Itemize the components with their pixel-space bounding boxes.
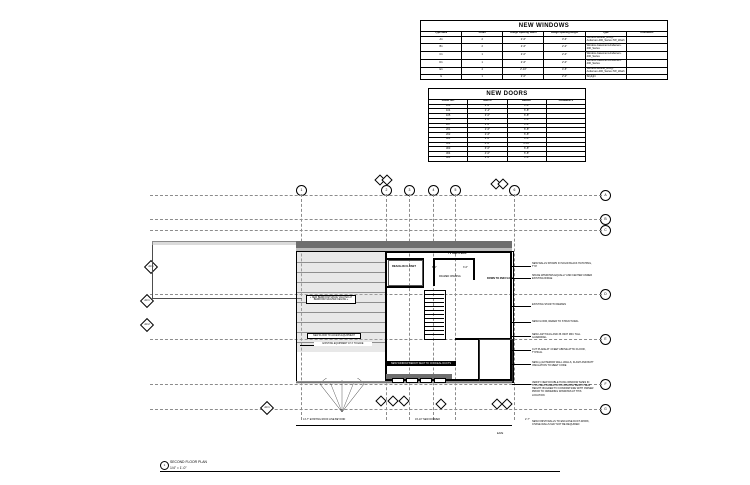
cell-height: 6'-8" [507, 128, 546, 133]
cell-width: 2'-6" [468, 128, 507, 133]
cell-comments [626, 44, 667, 52]
cell-height: 6'-8" [507, 109, 546, 114]
cell-no: 106 [429, 118, 468, 123]
cell-comments [626, 75, 667, 80]
cell-count: 1 [462, 75, 503, 80]
cell-width: 2'-6" [468, 133, 507, 138]
eave-band [296, 381, 512, 384]
dim-line-existing-roof [296, 425, 386, 426]
leader-line [512, 266, 531, 267]
cell-no: 303 [429, 147, 468, 152]
cell-width: 6'-0" [468, 147, 507, 152]
cell-mark: A1 [421, 36, 462, 44]
note-space-windows: SPACE WINDOWS EQUALLY AND CENTER UNDER EXISTING RIDGE [532, 274, 593, 281]
hatch-line [297, 282, 385, 283]
grid-bubble-1: 1 [296, 185, 307, 196]
marker-top-4 [497, 178, 508, 189]
detail-tag-bottom [260, 401, 274, 415]
existing-equipment-note: EXISTING EQUIPMENT AT 4' TO EAVE [314, 342, 372, 346]
grid-line-g [150, 409, 602, 410]
existing-roof-bottom-edge [152, 298, 302, 299]
table-row [421, 36, 668, 44]
cell-width: 2'-6" [503, 59, 544, 67]
leader-line [512, 322, 531, 323]
note-cut-plane: CUT PLANE AT 4 FEET ABOVE ATTIC FLOOR, TYPICAL [532, 348, 586, 355]
dim-6-0: 6'-0" [432, 266, 437, 269]
cell-count: 1 [462, 59, 503, 67]
cell-width: 2'-6" [468, 156, 507, 161]
table-row [421, 75, 668, 80]
cell-width: 2'-6" [468, 104, 507, 109]
detail-tag-label: A3.1 [144, 299, 150, 302]
cell-comments [626, 67, 667, 75]
cell-no: 107 [429, 123, 468, 128]
cell-type: Window-Double_Hung-Andersen-400_Series-TW_Wash [586, 67, 625, 73]
window-mark [420, 378, 432, 383]
grid-bubble-b: B [600, 214, 611, 225]
note-finish-walls: NEW FINISH WALLS TO ENCLOSE DUCT-WORK, CHASE WALLS MAY NOT BE REQUIRED [532, 420, 590, 427]
cell-count: 1 [462, 52, 503, 60]
cell-height: 4'-5" [544, 67, 585, 75]
detail-tag-label: A3.1 [264, 406, 270, 409]
detail-tag-left-3 [140, 318, 154, 332]
bedroom-vaulted-note: + NEW BEDROOM SPACE VAULTED AT BEDROOM VAULTED CEILING + [306, 295, 356, 304]
room-southeast [479, 339, 513, 382]
cell-type: Window-Double_Hung-Andersen-400_Series-TW_Wash [586, 36, 625, 43]
table-row [421, 52, 668, 60]
grid-bubble-5: 5 [450, 185, 461, 196]
cell-height: 2'-0" [544, 59, 585, 67]
dim-new-dormer-label: 19'-10" NEW DORMER [415, 418, 440, 421]
cell-comments [626, 59, 667, 67]
cell-width: 2'-10" [503, 67, 544, 75]
cell-width: 2'-0" [503, 52, 544, 60]
window-mark [406, 378, 418, 383]
cell-height: 2'-0" [544, 44, 585, 52]
framed-opening-label: FRAMED OPENING [439, 275, 461, 278]
window-mark [392, 378, 404, 383]
marker-top-2 [381, 174, 392, 185]
down-to-2nd-floor-label: DOWN TO 2ND FLOOR [487, 277, 515, 280]
hatch-line [297, 272, 385, 273]
cell-comments [626, 36, 667, 44]
note-verify-seat: VERIFY NEW DOUBLE HUNG WINDOW SIZES IN THIS FIELD BASED UPON WINDOW BENCH SEAT HEIGHT, BUILDER TO CONFIRM SIZE WITH OWNER PRIOR TO ORDERING WINDOWS AT THIS LOCATION [532, 381, 594, 397]
cell-mark: D1 [421, 59, 462, 67]
window-col-height: Rough Opening Height [544, 32, 585, 37]
cell-mark: C1 [421, 52, 462, 60]
note-existing-stair: EXISTING STAIR TO REMAIN [532, 303, 567, 306]
grid-line-a [150, 195, 602, 196]
cell-no: 104 [429, 109, 468, 114]
cell-width: 2'-6" [468, 123, 507, 128]
cell-mark: E1 [421, 67, 462, 75]
grid-line-c [150, 230, 602, 231]
cell-width: 2'-6" [503, 36, 544, 44]
leader-line [512, 306, 531, 307]
note-exterior-wall: NEW (e) EXTERIOR WALL WALLS, FLASH AND BATT INSULATION TO MEET CODE [532, 361, 594, 368]
cell-width: 2'-0" [503, 75, 544, 80]
cell-height: 6'-10" [507, 142, 546, 147]
cell-height: 6'-8" [507, 123, 546, 128]
cell-type: Window-Casement-Andersen-400_Series [585, 59, 626, 67]
grid-bubble-2: 2 [381, 185, 392, 196]
detail-tag-label: A3.1 [148, 265, 154, 268]
drawing-scale: 1/4" = 1'-0" [170, 466, 187, 470]
grid-bubble-3: 3 [404, 185, 415, 196]
cell-width: 3'-0" [468, 114, 507, 119]
grid-bubble-6: 6 [509, 185, 520, 196]
cell-no: 201 [429, 128, 468, 133]
new-floor-note: NEW FLOOR TO ACCESS EQUIPMENT [307, 333, 361, 339]
dim-3-6: 3'-6" [463, 266, 468, 269]
drawing-title: SECOND FLOOR PLAN [170, 460, 207, 464]
window-mark [434, 378, 446, 383]
cell-height: 2'-0" [544, 75, 585, 80]
grid-bubble-c: C [600, 225, 611, 236]
grid-bubble-a: A [600, 190, 611, 201]
detail-tag-left [144, 260, 158, 274]
cell-width: 4'-0" [468, 152, 507, 157]
cell-height: 6'-8" [507, 133, 546, 138]
cell-width: 2'-4" [468, 109, 507, 114]
cell-count: 4 [462, 67, 503, 75]
window-col-count: Count [462, 32, 503, 37]
leader-line [512, 350, 531, 351]
tv-xbox-label: TV AND X-BOX [448, 252, 467, 255]
grid-bubble-e: E [600, 334, 611, 345]
door-col-comments: COMMENTS [546, 100, 585, 105]
leader-line [512, 384, 531, 385]
hatch-line [297, 262, 385, 263]
cell-type: Skylight [585, 75, 626, 80]
cell-no: 302 [429, 142, 468, 147]
window-col-width: Rough Opening Width [503, 32, 544, 37]
detail-tag-label: A3.2 [144, 323, 150, 326]
grid-bubble-f: F [600, 379, 611, 390]
wall-right-interior [473, 258, 475, 280]
cell-type: Window-Casement-Andersen-400_Series [585, 44, 626, 52]
leader-line [512, 336, 531, 337]
hatch-line [297, 312, 385, 313]
cell-count: 2 [462, 44, 503, 52]
cell-comments [626, 52, 667, 60]
cell-height: 6'-8" [507, 104, 546, 109]
cell-mark: B1 [421, 44, 462, 52]
wall-tv-left [433, 258, 435, 286]
cell-no: 301 [429, 137, 468, 142]
dim-line-new-dormer [386, 425, 512, 426]
wall-closet-bottom [386, 286, 424, 288]
cell-type: Window-Casement-Andersen-400_Series [585, 52, 626, 60]
note-new-walls: NEW WALLS SHOWN IN SOLID BLACK HATCHING, TYP. [532, 262, 592, 269]
title-underline [160, 471, 560, 472]
grid-bubble-g: G [600, 404, 611, 415]
cell-height: 6'-8" [507, 156, 546, 161]
door-schedule-title: NEW DOORS [429, 89, 586, 100]
door-col-width: WIDTH [468, 100, 507, 105]
door-schedule [428, 88, 586, 162]
closet-interior [388, 260, 423, 286]
hatch-line [297, 322, 385, 323]
grid-bubble-d: D [600, 289, 611, 300]
cell-count: 2 [462, 36, 503, 44]
cell-no: 304 [429, 152, 468, 157]
note-light-rail: NEW LIGHT RAIL AND 36 INCH MIN. TALL GUARDRAIL [532, 333, 581, 340]
window-col-type: Type [585, 32, 626, 37]
wall-tv-top [433, 258, 473, 260]
stair-treads [425, 290, 444, 338]
marker-bottom-2 [387, 395, 398, 406]
leader-line [512, 364, 531, 365]
roof-band-top [296, 241, 512, 248]
hatch-line [297, 292, 385, 293]
cell-comments [546, 156, 585, 161]
window-schedule-title: NEW WINDOWS [421, 21, 668, 32]
existing-roof-hatch [152, 241, 302, 245]
cell-height: 6'-8" [507, 152, 546, 157]
cell-width: 2'-6" [503, 44, 544, 52]
grid-line-b [150, 219, 602, 220]
cell-height: 3'-6" [544, 36, 585, 44]
cell-mark: G [421, 75, 462, 80]
eave-label: EAVE [497, 432, 504, 435]
existing-roof-left-edge [152, 241, 153, 298]
cell-width: 4'-0" [468, 142, 507, 147]
grid-bubble-4: 4 [428, 185, 439, 196]
detail-number-bubble: 1 [160, 461, 169, 470]
door-col-no: DOOR NO. [429, 100, 468, 105]
cell-height: 2'-0" [544, 52, 585, 60]
door-col-height: HEIGHT [507, 100, 546, 105]
dim-right-label: 2'-7" [525, 418, 530, 421]
cell-no: 103 [429, 104, 468, 109]
cell-height: 6'-8" [507, 147, 546, 152]
cell-height: 6'-8" [507, 114, 546, 119]
cell-no: 105 [429, 114, 468, 119]
table-row [429, 156, 586, 161]
cell-height: 6'-8" [507, 137, 546, 142]
leader-line [512, 278, 531, 279]
cell-no: 401 [429, 156, 468, 161]
note-new-floor-struct: NEW FLOOR, REFER TO STRUCTURAL [532, 320, 579, 323]
window-col-comments: Comments [626, 32, 667, 37]
leader-line [300, 345, 314, 346]
reach-in-closet-label: REACH-IN CLOSET [392, 265, 416, 268]
cell-width: 2'-6" [468, 118, 507, 123]
cell-height: 6'-8" [507, 118, 546, 123]
window-col-mark: Type Mark [421, 32, 462, 37]
dim-existing-roof-label: 14'-7" EXISTING ROOF LINE BEYOND [303, 418, 346, 421]
cell-no: 202 [429, 133, 468, 138]
cell-width: 2'-0" [468, 137, 507, 142]
window-bench-note: NEW WINDOW BENCH SEAT TO CONCEAL DUCTS [386, 361, 456, 366]
window-schedule [420, 20, 668, 80]
table-row [421, 59, 668, 67]
table-row [421, 44, 668, 52]
table-row [421, 67, 668, 75]
